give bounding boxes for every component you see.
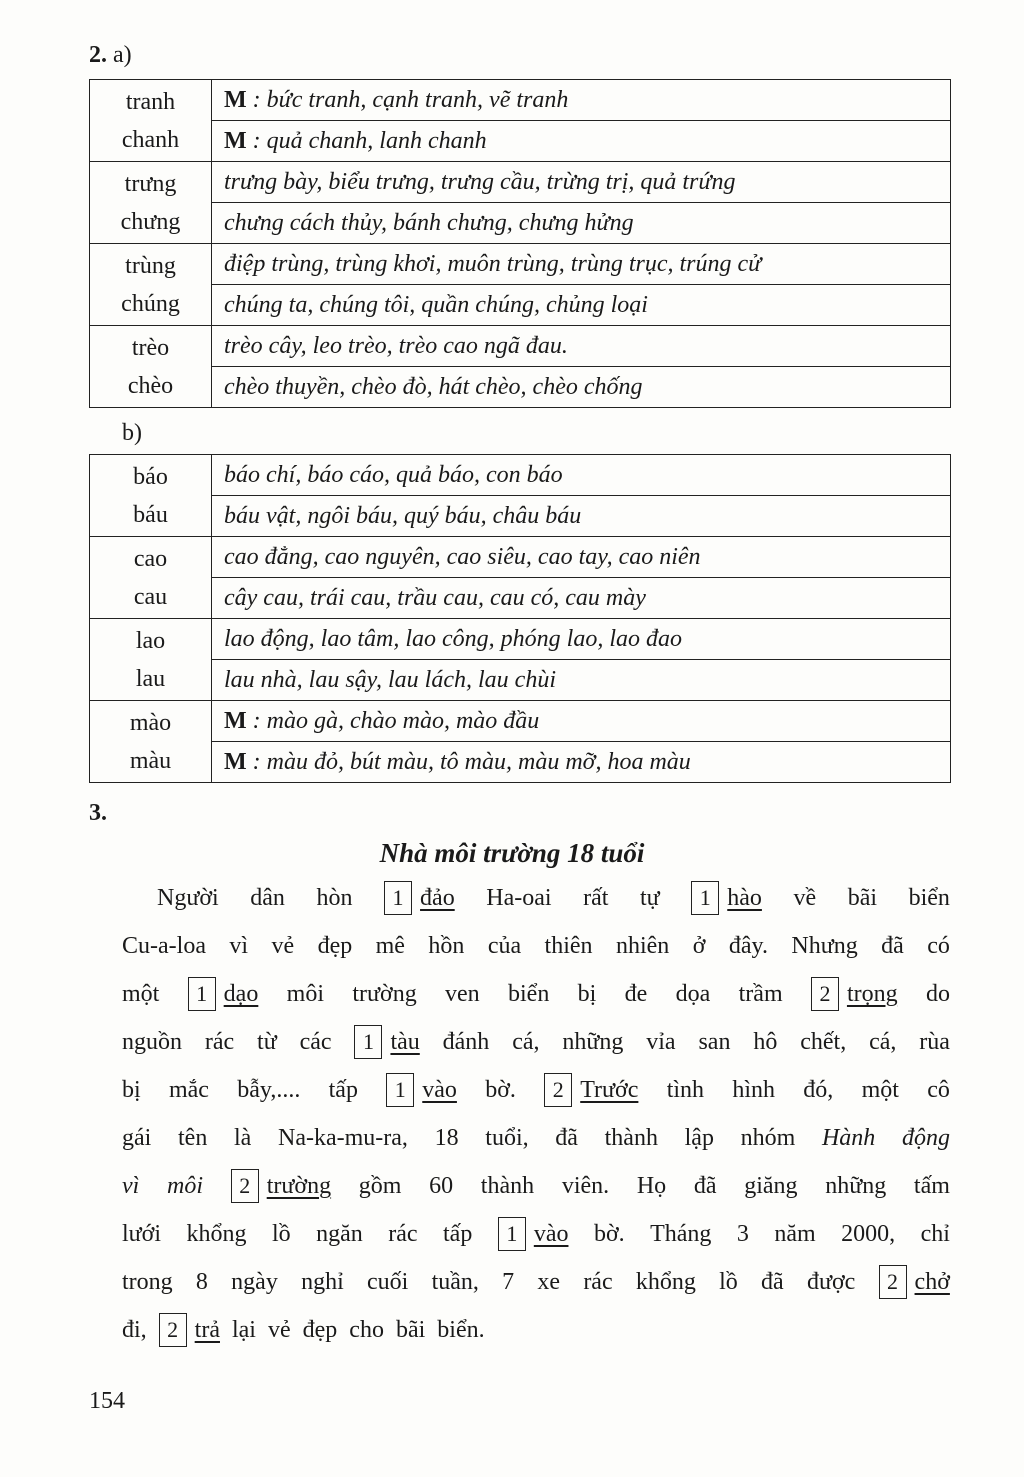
answer-number-box: 1: [691, 881, 719, 915]
word: viên.: [561, 1173, 610, 1199]
example-text: chèo thuyền, chèo đò, hát chèo, chèo chống: [224, 374, 643, 400]
answer-word: trọng: [846, 981, 898, 1007]
answer-group: [384, 874, 455, 922]
answer-word: đảo: [420, 885, 455, 911]
word: Na-ka-mu-ra,: [278, 1125, 408, 1151]
word: mê: [375, 933, 405, 959]
example-cell: [212, 578, 951, 619]
italic-word: Hành: [821, 1125, 876, 1151]
answer-number-box: 2: [811, 977, 839, 1011]
word: tấp: [443, 1221, 473, 1247]
example-text: trèo cây, leo trèo, trèo cao ngã đau.: [224, 333, 568, 359]
example-text: trưng bày, biểu trưng, trưng cầu, trừng trị, quả trứng: [224, 169, 736, 195]
word: rùa: [919, 1029, 950, 1055]
word: cá,: [512, 1029, 540, 1055]
word: hình: [732, 1077, 775, 1103]
example-cell: [212, 162, 951, 203]
word-label: mào: [129, 709, 172, 736]
story-line: [122, 1258, 950, 1306]
table-row: [90, 80, 951, 121]
word: nhiên: [615, 933, 670, 959]
word: về: [793, 885, 817, 911]
word: nguồn: [122, 1029, 182, 1055]
word: đe: [624, 981, 648, 1007]
example-text: điệp trùng, trùng khơi, muôn trùng, trùng trục, trúng cử: [224, 251, 762, 277]
word: chết,: [800, 1029, 847, 1055]
word: tình: [666, 1077, 705, 1103]
word: do: [925, 981, 950, 1007]
word: đã: [555, 1125, 578, 1151]
story-line: [122, 1306, 950, 1354]
example-cell: [212, 203, 951, 244]
word: 7: [502, 1269, 515, 1295]
example-text: cây cau, trái cau, trầu cau, cau có, cau mày: [224, 585, 646, 611]
word: dọa: [675, 981, 711, 1007]
model-marker: M: [224, 128, 247, 154]
word: gồm: [358, 1173, 402, 1199]
word: năm: [774, 1221, 816, 1247]
answer-word: trường: [266, 1173, 332, 1199]
example-cell: [212, 742, 951, 783]
answer-group: [159, 1306, 220, 1354]
word: nhóm: [740, 1125, 796, 1151]
example-text: lao động, lao tâm, lao công, phóng lao, lao đao: [224, 626, 682, 652]
example-cell: [212, 367, 951, 408]
answer-number-box: 1: [354, 1025, 382, 1059]
answer-word: hào: [727, 885, 762, 911]
answer-group: [498, 1210, 569, 1258]
story-paragraph: [122, 874, 950, 1354]
word-label: cao: [133, 545, 168, 572]
word: hồn: [428, 933, 465, 959]
answer-word: tàu: [390, 1029, 420, 1055]
table-row: [90, 742, 951, 783]
word-pair-cell: [90, 244, 212, 326]
word: bãi: [395, 1317, 426, 1343]
table-row: [90, 162, 951, 203]
story-line: [122, 1210, 950, 1258]
word: đó,: [803, 1077, 834, 1103]
word-label: báu: [133, 501, 168, 528]
word: là: [234, 1125, 252, 1151]
answer-group: [386, 1066, 457, 1114]
word-pair-cell: [90, 537, 212, 619]
table-row: [90, 660, 951, 701]
word: bờ.: [485, 1077, 516, 1103]
model-marker: M: [224, 87, 247, 113]
example-text: chưng cách thủy, bánh chưng, chưng hửng: [224, 210, 634, 236]
exercise-2-label: [89, 42, 132, 69]
example-text: cao đẳng, cao nguyên, cao siêu, cao tay, cao niên: [224, 544, 701, 570]
part-b-label: b): [122, 420, 142, 446]
story-line: [122, 874, 950, 922]
word-label: chanh: [121, 126, 180, 153]
word: dân: [250, 885, 285, 911]
word: 18: [434, 1125, 459, 1151]
example-cell: [212, 80, 951, 121]
answer-word: Trước: [580, 1077, 639, 1103]
story-line: [122, 1018, 950, 1066]
part-a-label: a): [113, 42, 132, 68]
example-cell: [212, 537, 951, 578]
word: những: [562, 1029, 624, 1055]
word-table-a: [89, 79, 951, 408]
word: môi: [286, 981, 324, 1007]
word: tấp: [328, 1077, 358, 1103]
word-label: lao: [135, 627, 166, 654]
word: ngăn: [316, 1221, 363, 1247]
word: đã: [761, 1269, 784, 1295]
answer-group: [879, 1258, 950, 1306]
table-row: [90, 203, 951, 244]
word: trầm: [738, 981, 783, 1007]
table-row: [90, 285, 951, 326]
word: ven: [445, 981, 480, 1007]
word: các: [299, 1029, 332, 1055]
answer-number-box: 2: [879, 1265, 907, 1299]
word: ở: [692, 933, 706, 959]
table-row: [90, 244, 951, 285]
word: vì: [229, 933, 249, 959]
table-row: [90, 619, 951, 660]
italic-word: môi: [167, 1173, 204, 1199]
word: có: [927, 933, 950, 959]
word: rác: [583, 1269, 613, 1295]
word: vẻ: [267, 1317, 291, 1343]
word: cá,: [869, 1029, 897, 1055]
word: vỉa: [646, 1029, 676, 1055]
example-text: : quả chanh, lanh chanh: [246, 128, 487, 154]
word: Người: [157, 885, 219, 911]
word: giăng: [744, 1173, 798, 1199]
example-text: chúng ta, chúng tôi, quần chúng, chủng loại: [224, 292, 648, 318]
word: trong: [122, 1269, 173, 1295]
example-cell: [212, 244, 951, 285]
word-label: tranh: [125, 88, 176, 115]
word: tuần,: [431, 1269, 479, 1295]
exercise-3-label: [89, 800, 107, 827]
word: đây.: [728, 933, 768, 959]
model-marker: M: [224, 708, 247, 734]
word: thành: [480, 1173, 535, 1199]
answer-group: [691, 874, 762, 922]
word: bị: [577, 981, 597, 1007]
word: từ: [257, 1029, 277, 1055]
word: san: [698, 1029, 731, 1055]
word: bị: [122, 1077, 141, 1103]
word-pair-cell: [90, 326, 212, 408]
word: 8: [195, 1269, 208, 1295]
table-row: [90, 496, 951, 537]
word-label: chưng: [120, 208, 181, 235]
word-label: chèo: [127, 372, 174, 399]
word: Ha-oai: [486, 885, 552, 911]
word: bờ.: [593, 1221, 625, 1247]
word: Nhưng: [791, 933, 858, 959]
model-marker: M: [224, 749, 247, 775]
answer-number-box: 1: [498, 1217, 526, 1251]
answer-group: [231, 1162, 331, 1210]
word: biển: [908, 885, 950, 911]
word: biển: [508, 981, 550, 1007]
example-cell: [212, 660, 951, 701]
answer-word: vào: [533, 1221, 569, 1247]
word-label: trưng: [124, 170, 177, 197]
word-pair-cell: [90, 455, 212, 537]
table-row: [90, 537, 951, 578]
example-cell: [212, 619, 951, 660]
word-pair-cell: [90, 701, 212, 783]
word: đã: [881, 933, 904, 959]
word: của: [487, 933, 522, 959]
table-row: [90, 455, 951, 496]
answer-group: [188, 970, 259, 1018]
word: tấm: [913, 1173, 950, 1199]
word: lập: [684, 1125, 714, 1151]
word: lưới: [122, 1221, 162, 1247]
table-row: [90, 121, 951, 162]
exercise-number: 3.: [89, 800, 107, 826]
example-cell: [212, 326, 951, 367]
exercise-number: 2.: [89, 42, 107, 68]
word: lại: [231, 1317, 256, 1343]
example-text: : mào gà, chào mào, mào đầu: [246, 708, 540, 734]
word: 60: [429, 1173, 454, 1199]
word-pair-cell: [90, 619, 212, 701]
word: được: [806, 1269, 856, 1295]
word: chỉ: [920, 1221, 950, 1247]
word: cuối: [367, 1269, 409, 1295]
word: thành: [604, 1125, 658, 1151]
word-label: trùng: [125, 252, 176, 279]
word: đánh: [442, 1029, 490, 1055]
word: bãi: [847, 885, 878, 911]
word: những: [825, 1173, 887, 1199]
word: đẹp: [302, 1317, 338, 1343]
italic-word: vì: [122, 1173, 140, 1199]
word: lồ: [719, 1269, 738, 1295]
answer-number-box: 1: [384, 881, 412, 915]
example-text: lau nhà, lau sậy, lau lách, lau chùi: [224, 667, 556, 693]
table-row: [90, 367, 951, 408]
answer-group: [811, 970, 898, 1018]
word-table-b: [89, 454, 951, 783]
example-cell: [212, 121, 951, 162]
word-pair-cell: [90, 80, 212, 162]
word: trường: [352, 981, 417, 1007]
word: nghỉ: [301, 1269, 344, 1295]
story-line: [122, 1066, 950, 1114]
story-line: [122, 1114, 950, 1162]
answer-group: [354, 1018, 419, 1066]
word: rác: [388, 1221, 418, 1247]
example-text: báu vật, ngôi báu, quý báu, châu báu: [224, 503, 582, 529]
story-title: Nhà môi trường 18 tuổi: [379, 838, 645, 868]
italic-word: động: [901, 1125, 950, 1151]
word: ngày: [231, 1269, 278, 1295]
word: 3: [736, 1221, 749, 1247]
story-line: [122, 1162, 950, 1210]
story-line: [122, 970, 950, 1018]
word: cho: [349, 1317, 384, 1343]
word: rất: [583, 885, 609, 911]
word-label: lau: [135, 665, 166, 692]
example-cell: [212, 701, 951, 742]
word: tuổi,: [485, 1125, 529, 1151]
word: tên: [178, 1125, 208, 1151]
word: khổng: [635, 1269, 696, 1295]
example-cell: [212, 285, 951, 326]
word: đi,: [122, 1317, 147, 1343]
word: cô: [927, 1077, 950, 1103]
example-cell: [212, 455, 951, 496]
word-pair-cell: [90, 162, 212, 244]
example-cell: [212, 496, 951, 537]
word-label: chúng: [121, 290, 180, 317]
word: mắc: [168, 1077, 209, 1103]
answer-word: trả: [194, 1317, 220, 1343]
word: Tháng: [650, 1221, 712, 1247]
answer-number-box: 2: [544, 1073, 572, 1107]
answer-number-box: 1: [188, 977, 216, 1011]
word: đẹp: [317, 933, 353, 959]
word: một: [861, 1077, 899, 1103]
word: tự: [640, 885, 660, 911]
word-label: màu: [129, 747, 172, 774]
table-row: [90, 578, 951, 619]
word: Họ: [636, 1173, 667, 1199]
word: đã: [693, 1173, 717, 1199]
example-text: : bức tranh, cạnh tranh, vẽ tranh: [246, 87, 569, 113]
word: 2000,: [841, 1221, 896, 1247]
page-number: 154: [89, 1388, 125, 1414]
word: một: [122, 981, 160, 1007]
answer-word: chở: [914, 1269, 950, 1295]
word: thiên: [544, 933, 593, 959]
word: biển.: [437, 1317, 485, 1343]
word-label: trèo: [131, 334, 170, 361]
table-row: [90, 326, 951, 367]
example-text: báo chí, báo cáo, quả báo, con báo: [224, 462, 563, 488]
word: rác: [204, 1029, 235, 1055]
word: khổng: [186, 1221, 247, 1247]
answer-word: dạo: [223, 981, 259, 1007]
word: hòn: [316, 885, 353, 911]
story-line: [122, 922, 950, 970]
word-label: cau: [133, 583, 168, 610]
table-row: [90, 701, 951, 742]
word: bẫy,....: [237, 1077, 301, 1103]
answer-group: [544, 1066, 638, 1114]
word: lồ: [271, 1221, 291, 1247]
answer-number-box: 2: [159, 1313, 187, 1347]
answer-number-box: 2: [231, 1169, 259, 1203]
word: Cu-a-loa: [122, 933, 206, 959]
word-label: báo: [133, 463, 168, 490]
word: gái: [122, 1125, 152, 1151]
word: xe: [537, 1269, 561, 1295]
example-text: : màu đỏ, bút màu, tô màu, màu mỡ, hoa màu: [246, 749, 691, 775]
word: vẻ: [271, 933, 295, 959]
answer-word: vào: [422, 1077, 457, 1103]
answer-number-box: 1: [386, 1073, 414, 1107]
word: hô: [753, 1029, 778, 1055]
